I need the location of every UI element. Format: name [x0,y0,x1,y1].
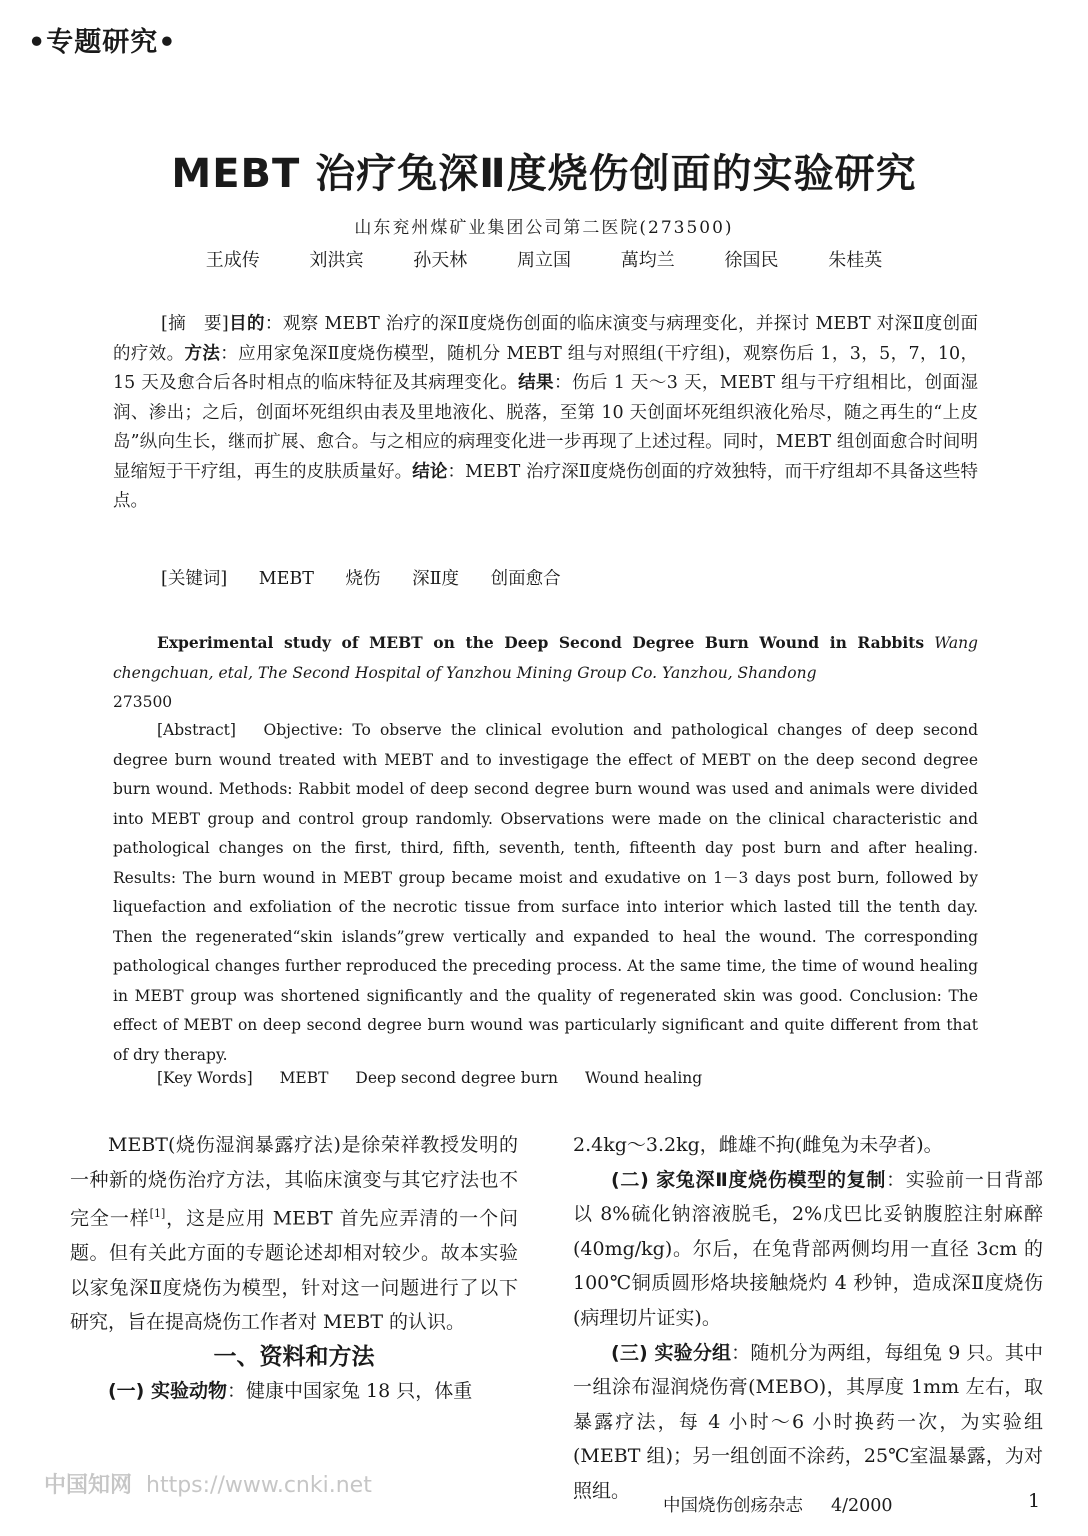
english-keyword: Deep second degree burn [355,1069,559,1087]
intro-text-cont: ，这是应用 MEBT 首先应弄清的一个问题。但有关此方面的专题论述却相对较少。故本实验以家兔深Ⅱ度烧伤为模型，针对这一问题进行了以下研究，旨在提高烧伤工作者对 MEBT 的认识。 [70,1207,518,1334]
keyword: 深Ⅱ度 [412,569,460,589]
subsection-label: (一) 实验动物 [108,1380,227,1403]
author: 徐国民 [724,250,779,271]
english-postcode: 273500 [113,693,173,711]
english-keyword: MEBT [279,1069,329,1087]
watermark [44,1468,372,1499]
subsection-paragraph [573,1336,1043,1509]
results-text: ：伤后 1 天～3 天，MEBT 组与干疗组相比，创面湿润、渗出；之后，创面坏死组织由表及里地液化、脱落，至第 10 天创面坏死组织液化殆尽，随之再生的“上皮岛”纵向生长，继而扩展、愈合。与之相应的病理变化进一步再现了上述过程。同时，MEBT 组创面愈合时间明显缩短于干疗组，再生的皮肤质量好。 [113,373,978,482]
keyword: MEBT [258,569,314,589]
abstract-label: [摘 要] [161,314,229,334]
citation-ref[interactable]: [1] [149,1207,166,1221]
journal-footer [663,1492,921,1517]
chinese-abstract [113,310,978,517]
journal-name: 中国烧伤创疡杂志 [663,1496,803,1516]
objective-text: ：观察 MEBT 治疗的深Ⅱ度烧伤创面的临床演变与病理变化，并探讨 MEBT 对深Ⅱ度创面的疗效。 [113,314,979,364]
section-heading: 一、资料和方法 [213,1343,375,1370]
objective-label: 目的 [228,314,265,334]
author: 萬均兰 [620,250,675,271]
watermark-url: https://www.cnki.net [146,1473,372,1498]
subsection-text: ：随机分为两组，每组兔 9 只。其中一组涂布湿润烧伤膏(MEBO)，其厚度 1mm 左右，取暴露疗法，每 4 小时～6 小时换药一次，为实验组(MEBT 组)；另一组创面不涂药，25℃室温暴露，为对照组。 [573,1341,1043,1502]
conclusion-text: ：MEBT 治疗深Ⅱ度烧伤创面的疗效独特，而干疗组却不具备这些特点。 [113,461,979,511]
english-keywords [157,1069,724,1087]
english-keyword: Wound healing [584,1069,703,1087]
chinese-keywords [161,565,587,590]
article-title: MEBT 治疗兔深Ⅱ度烧伤创面的实验研究 [171,151,917,197]
keyword: 创面愈合 [490,569,561,589]
english-keywords-label: [Key Words] [157,1069,253,1087]
english-abstract [113,716,978,1070]
english-title: Experimental study of MEBT on the Deep Second Degree Burn Wound in Rabbits [157,633,925,652]
keywords-label: [关键词] [161,569,228,589]
watermark-brand: 中国知网 [44,1473,133,1498]
subsection-label: (二) 家兔深Ⅱ度烧伤模型的复制 [611,1168,887,1191]
body-column-right [573,1128,1043,1509]
author: 朱桂英 [828,250,883,271]
english-byline: Wang chengchuan, etal, The Second Hospital of Yanzhou Mining Group Co. Yanzhou, Shandong [113,634,978,682]
conclusion-label: 结论 [412,461,448,482]
author: 刘洪宾 [309,250,364,271]
english-abstract-text: Objective: To observe the clinical evolution and pathological changes of deep second degree burn wound treated with MEBT and to investigage the effect of MEBT on the deep second degree burn wound. Methods: Rabbit model of deep second degree burn wound was used and animals were divided into MEBT group and control group randomly. Observations were made on the clinical characteristic and pathological changes on the first, third, fifth, seventh, tenth, fifteenth day post burn and after healing. Results: The burn wound in MEBT group became moist and exudative on 1－3 days post burn, followed by liquefaction and exfoliation of the necrotic tissue from surface into interior which lasted till the tenth day. Then the regenerated“skin islands”grew vertically and expanded to heal the wound. The corresponding pathological changes further reproduced the preceding process. At the same time, the time of wound healing in MEBT group was shortened significantly and the quality of regenerated skin was good. Conclusion: The effect of MEBT on deep second degree burn wound was particularly significant and quite different from that of dry therapy. [113,721,979,1064]
subsection-text: ：健康中国家兔 18 只，体重 [226,1380,473,1403]
author-list [0,246,1088,272]
author: 王成传 [205,250,260,271]
methods-label: 方法 [184,343,221,364]
subsection-label: (三) 实验分组 [611,1341,732,1364]
english-title-block [113,628,978,718]
subsection-paragraph [70,1374,518,1409]
affiliation: 山东兖州煤矿业集团公司第二医院(273500) [354,218,734,238]
page-number: 1 [1028,1490,1041,1512]
subsection-paragraph [573,1163,1043,1336]
intro-paragraph [70,1128,518,1340]
english-abstract-label: [Abstract] [157,721,236,739]
journal-issue: 4/2000 [831,1496,893,1516]
results-label: 结果 [518,373,554,393]
keyword: 烧伤 [345,569,381,589]
subsection-text: ：实验前一日背部以 8%硫化钠溶液脱毛，2%戊巴比妥钠腹腔注射麻醉(40mg/kg)。尔后，在兔背部两侧均用一直径 3cm 的 100℃铜质圆形烙块接触烧灼 4 秒钟，造成深Ⅱ度烧伤(病理切片证实)。 [573,1168,1043,1329]
intro-text: MEBT(烧伤湿润暴露疗法)是徐荣祥教授发明的一种新的烧伤治疗方法，其临床演变与其它疗法也不完全一样 [70,1134,518,1230]
continued-paragraph: 2.4kg～3.2kg，雌雄不拘(雌兔为未孕者)。 [573,1134,943,1156]
author: 周立国 [517,250,571,271]
body-column-left [70,1128,518,1409]
section-tag: •专题研究• [28,27,177,58]
author: 孙天林 [413,250,468,271]
methods-text: ：应用家兔深Ⅱ度烧伤模型，随机分 MEBT 组与对照组(干疗组)，观察伤后 1，3，5，7，10，15 天及愈合后各时相点的临床特征及其病理变化。 [113,343,979,393]
